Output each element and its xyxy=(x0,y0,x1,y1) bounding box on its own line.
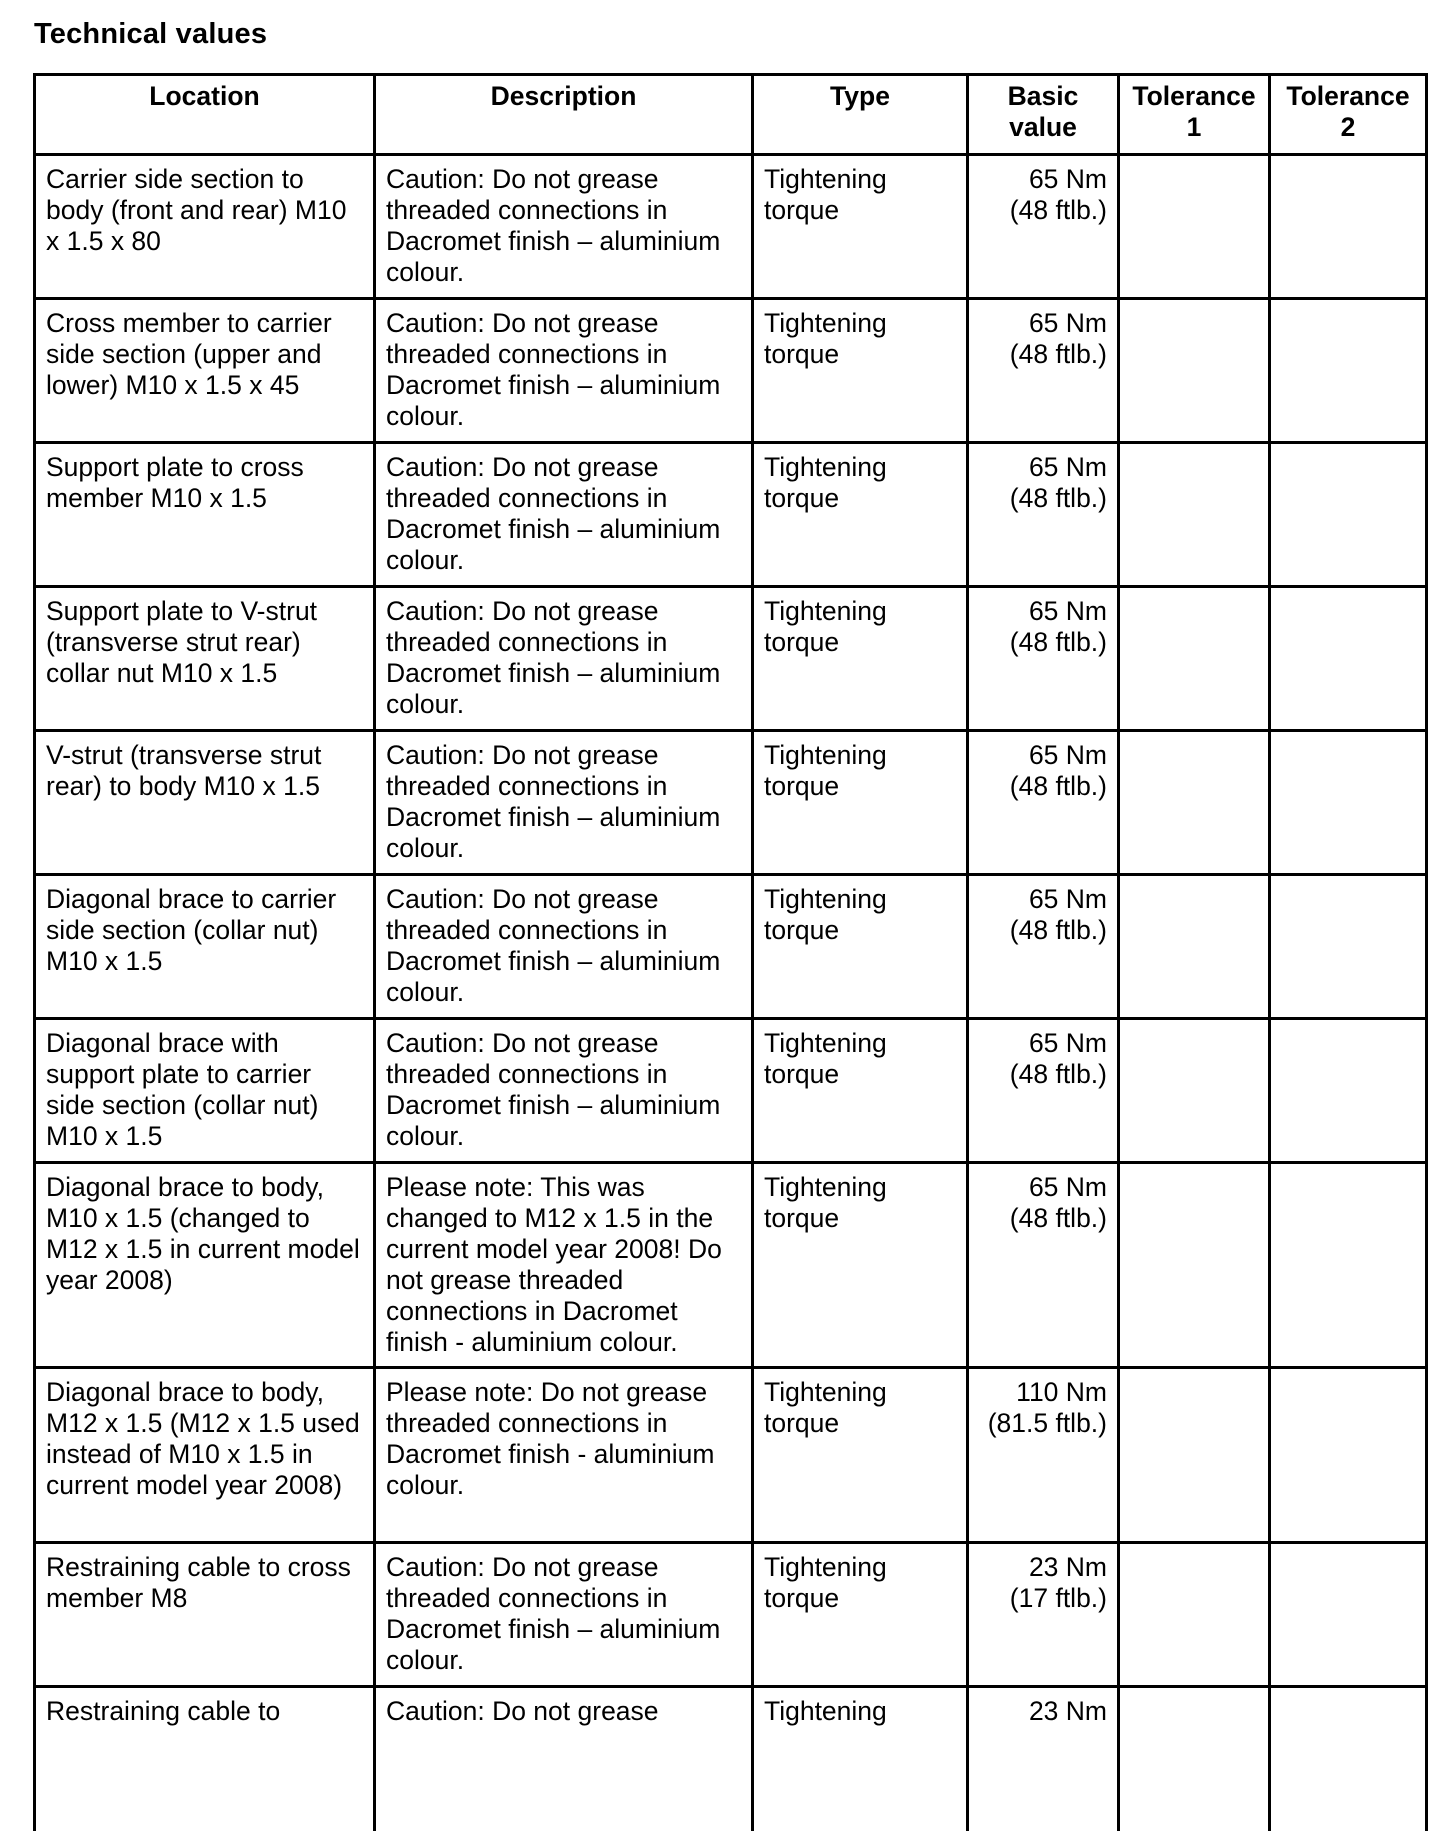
cell-type: Tightening xyxy=(753,1687,968,1831)
cell-tolerance-2 xyxy=(1270,443,1427,587)
cell-tolerance-2 xyxy=(1270,1368,1427,1543)
cell-basic-value: 65 Nm (48 ftlb.) xyxy=(968,443,1119,587)
table-row xyxy=(35,443,1427,587)
cell-description: Caution: Do not grease xyxy=(375,1687,753,1831)
cell-basic-value: 65 Nm (48 ftlb.) xyxy=(968,155,1119,299)
table-row xyxy=(35,1687,1427,1831)
cell-type: Tightening torque xyxy=(753,1368,968,1543)
cell-tolerance-2 xyxy=(1270,1543,1427,1687)
header-location: Location xyxy=(35,75,375,155)
cell-tolerance-1 xyxy=(1119,443,1270,587)
cell-tolerance-1 xyxy=(1119,1368,1270,1543)
cell-description: Caution: Do not grease threaded connections in Dacromet finish – aluminium colour. xyxy=(375,875,753,1019)
cell-type: Tightening torque xyxy=(753,443,968,587)
cell-description: Caution: Do not grease threaded connections in Dacromet finish – aluminium colour. xyxy=(375,443,753,587)
header-description: Description xyxy=(375,75,753,155)
cell-tolerance-2 xyxy=(1270,587,1427,731)
cell-basic-value: 110 Nm (81.5 ftlb.) xyxy=(968,1368,1119,1543)
cell-type: Tightening torque xyxy=(753,875,968,1019)
cell-tolerance-2 xyxy=(1270,1687,1427,1831)
cell-tolerance-1 xyxy=(1119,1543,1270,1687)
table-row xyxy=(35,875,1427,1019)
cell-location: Diagonal brace to body, M12 x 1.5 (M12 x 1.5 used instead of M10 x 1.5 in current model year 2008) xyxy=(35,1368,375,1543)
table-row xyxy=(35,1368,1427,1543)
cell-location: Restraining cable to cross member M8 xyxy=(35,1543,375,1687)
cell-description: Caution: Do not grease threaded connections in Dacromet finish – aluminium colour. xyxy=(375,1543,753,1687)
table-header-row xyxy=(35,75,1427,155)
header-type: Type xyxy=(753,75,968,155)
cell-basic-value: 65 Nm (48 ftlb.) xyxy=(968,731,1119,875)
cell-tolerance-1 xyxy=(1119,731,1270,875)
cell-type: Tightening torque xyxy=(753,1543,968,1687)
header-basic-value: Basic value xyxy=(968,75,1119,155)
cell-basic-value: 23 Nm (17 ftlb.) xyxy=(968,1543,1119,1687)
table-row xyxy=(35,299,1427,443)
technical-values-table xyxy=(33,73,1428,1831)
cell-location: Diagonal brace to carrier side section (collar nut) M10 x 1.5 xyxy=(35,875,375,1019)
page-title: Technical values xyxy=(34,18,268,50)
cell-tolerance-1 xyxy=(1119,875,1270,1019)
cell-description: Caution: Do not grease threaded connections in Dacromet finish – aluminium colour. xyxy=(375,155,753,299)
cell-tolerance-1 xyxy=(1119,299,1270,443)
cell-tolerance-1 xyxy=(1119,1019,1270,1163)
cell-basic-value: 65 Nm (48 ftlb.) xyxy=(968,1019,1119,1163)
cell-description: Caution: Do not grease threaded connections in Dacromet finish – aluminium colour. xyxy=(375,299,753,443)
table-row xyxy=(35,587,1427,731)
cell-location: Cross member to carrier side section (upper and lower) M10 x 1.5 x 45 xyxy=(35,299,375,443)
header-tolerance-2: Tolerance 2 xyxy=(1270,75,1427,155)
cell-type: Tightening torque xyxy=(753,731,968,875)
cell-basic-value: 65 Nm (48 ftlb.) xyxy=(968,587,1119,731)
cell-location: Restraining cable to xyxy=(35,1687,375,1831)
cell-description: Caution: Do not grease threaded connections in Dacromet finish – aluminium colour. xyxy=(375,731,753,875)
cell-type: Tightening torque xyxy=(753,587,968,731)
cell-location: V-strut (transverse strut rear) to body M10 x 1.5 xyxy=(35,731,375,875)
cell-tolerance-2 xyxy=(1270,1163,1427,1368)
cell-tolerance-1 xyxy=(1119,1687,1270,1831)
cell-tolerance-2 xyxy=(1270,875,1427,1019)
cell-location: Support plate to V-strut (transverse strut rear) collar nut M10 x 1.5 xyxy=(35,587,375,731)
cell-tolerance-2 xyxy=(1270,155,1427,299)
cell-description: Please note: This was changed to M12 x 1.5 in the current model year 2008! Do not grease threaded connections in Dacromet finish - aluminium colour. xyxy=(375,1163,753,1368)
table-row xyxy=(35,1019,1427,1163)
cell-location: Support plate to cross member M10 x 1.5 xyxy=(35,443,375,587)
cell-tolerance-2 xyxy=(1270,1019,1427,1163)
table-row xyxy=(35,155,1427,299)
cell-tolerance-2 xyxy=(1270,731,1427,875)
cell-type: Tightening torque xyxy=(753,1163,968,1368)
cell-type: Tightening torque xyxy=(753,155,968,299)
cell-basic-value: 65 Nm (48 ftlb.) xyxy=(968,1163,1119,1368)
cell-description: Caution: Do not grease threaded connections in Dacromet finish – aluminium colour. xyxy=(375,1019,753,1163)
cell-description: Caution: Do not grease threaded connections in Dacromet finish – aluminium colour. xyxy=(375,587,753,731)
header-tolerance-1: Tolerance 1 xyxy=(1119,75,1270,155)
table-row xyxy=(35,1163,1427,1368)
table-row xyxy=(35,1543,1427,1687)
cell-basic-value: 23 Nm xyxy=(968,1687,1119,1831)
cell-description: Please note: Do not grease threaded connections in Dacromet finish - aluminium colour. xyxy=(375,1368,753,1543)
cell-tolerance-1 xyxy=(1119,587,1270,731)
cell-basic-value: 65 Nm (48 ftlb.) xyxy=(968,875,1119,1019)
cell-location: Diagonal brace to body, M10 x 1.5 (changed to M12 x 1.5 in current model year 2008) xyxy=(35,1163,375,1368)
cell-tolerance-1 xyxy=(1119,1163,1270,1368)
cell-location: Diagonal brace with support plate to carrier side section (collar nut) M10 x 1.5 xyxy=(35,1019,375,1163)
cell-basic-value: 65 Nm (48 ftlb.) xyxy=(968,299,1119,443)
cell-tolerance-2 xyxy=(1270,299,1427,443)
cell-type: Tightening torque xyxy=(753,299,968,443)
cell-tolerance-1 xyxy=(1119,155,1270,299)
cell-type: Tightening torque xyxy=(753,1019,968,1163)
table-row xyxy=(35,731,1427,875)
cell-location: Carrier side section to body (front and rear) M10 x 1.5 x 80 xyxy=(35,155,375,299)
